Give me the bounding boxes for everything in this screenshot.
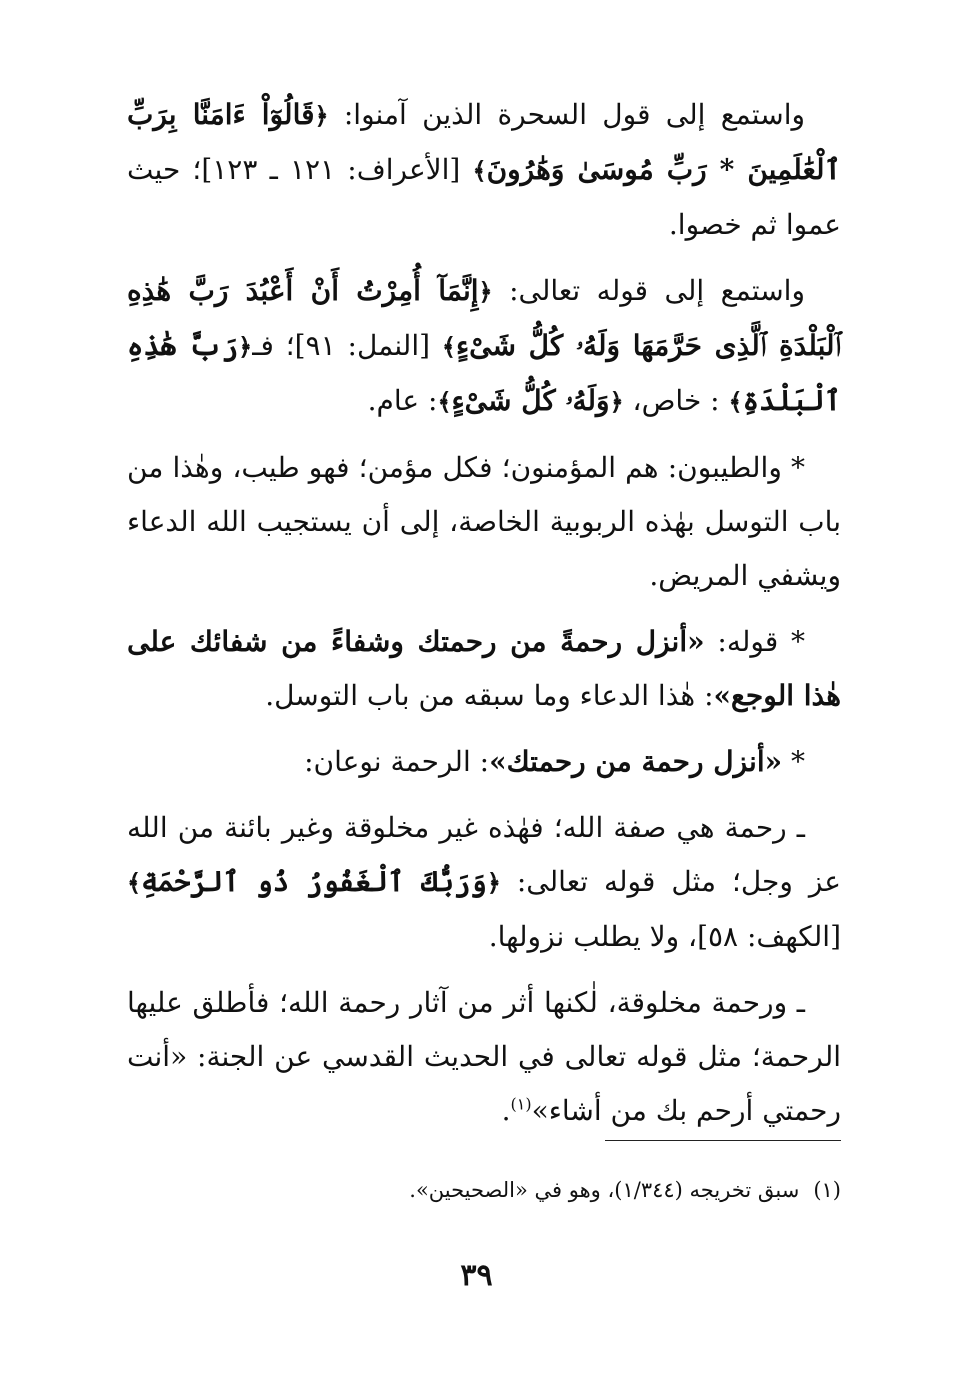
paragraph-1-intro: واستمع إلى قول السحرة الذين آمنوا:: [343, 98, 805, 131]
ayah-open-ornament: ﴿: [486, 868, 501, 897]
footnote-divider: [605, 1140, 841, 1141]
paragraph-5-star: *: [791, 745, 805, 778]
paragraph-2-middle: : خاص،: [632, 384, 720, 417]
paragraph-7: [127, 976, 841, 1138]
ayah-open-ornament: ﴿: [314, 101, 329, 130]
paragraph-6-reference: [الكهف: ٥٨]، ولا يطلب نزولها.: [488, 920, 841, 953]
footnote-text: سبق تخريجه (١/٣٤٤)، وهو في «الصحيحين».: [409, 1178, 800, 1202]
paragraph-2-reference: [النمل: ٩١]؛ فـ: [252, 329, 431, 362]
ayah-quote: وَلَهُۥ كُلُّ شَىْءٍ: [451, 384, 610, 417]
hadith-quote: «أنزل رحمة من رحمتك»: [489, 745, 783, 778]
paragraph-2-intro: واستمع إلى قوله تعالى:: [509, 274, 805, 307]
ayah-quote: قَالُوٓاْ ءَامَنَّا بِرَبِّ ٱلْعَٰلَمِينَ * رَبِّ مُوسَىٰ وَهَٰرُونَ: [127, 98, 841, 186]
footnote: [127, 1174, 841, 1206]
paragraph-6: [127, 801, 841, 964]
hadith-quote: «أنزل رحمةً من رحمتك وشفاءً من شفائك على هٰذا الوجع»: [127, 625, 841, 712]
ayah-close-ornament: ﴾: [437, 387, 452, 416]
paragraph-4: [127, 615, 841, 723]
ayah-open-ornament: ﴿: [478, 277, 493, 306]
paragraph-3-text: * والطيبون: هم المؤمنون؛ فكل مؤمن؛ فهو طيب، وهٰذا من باب التوسل بهٰذه الربوبية الخاصة، إلى أن يستجيب الله الدعاء ويشفي المريض.: [127, 451, 841, 592]
paragraph-3: [127, 441, 841, 603]
paragraph-4-text: : هٰذا الدعاء وما سبقه من باب التوسل.: [265, 679, 714, 712]
ayah-open-ornament: ﴿: [609, 387, 624, 416]
ayah-close-ornament: ﴾: [127, 868, 142, 897]
ayah-close-ornament: ﴾: [472, 156, 487, 185]
paragraph-2-end: : عام.: [367, 384, 438, 417]
footnote-reference[interactable]: (١): [510, 1094, 532, 1114]
paragraph-6-intro: ـ رحمة هي صفة الله؛ فهٰذه غير مخلوقة وغير بائنة من الله عز وجل؛ مثل قوله تعالى:: [127, 811, 841, 898]
paragraph-5: [127, 735, 841, 789]
paragraph-4-star: * قوله:: [717, 625, 806, 658]
ayah-quote: إِنَّمَآ أُمِرْتُ أَنْ أَعْبُدَ رَبَّ هَٰذِهِ ٱلْبَلْدَةِ ٱلَّذِى حَرَّمَهَا وَلَهُۥ كُلُّ شَىْءٍ: [127, 274, 841, 362]
paragraph-7-text: ـ ورحمة مخلوقة، لٰكنها أثر من آثار رحمة الله؛ فأطلق عليها الرحمة؛ مثل قوله تعالى في الحديث القدسي عن الجنة: «أنت رحمتي أرحم بك من أشاء»: [127, 986, 841, 1127]
paragraph-2: [127, 264, 841, 429]
paragraph-1: [127, 88, 841, 252]
paragraph-7-end: .: [501, 1094, 511, 1127]
paragraph-1-reference: [الأعراف: ١٢١ ـ ١٢٣]؛ حيث عموا ثم خصوا.: [127, 153, 841, 241]
footnote-number: (١): [813, 1178, 841, 1202]
ayah-quote: وَرَبُّكَ ٱلْغَفُورُ ذُو ٱلرَّحْمَةِ: [141, 865, 487, 898]
ayah-close-ornament: ﴾: [441, 332, 456, 361]
paragraph-5-text: : الرحمة نوعان:: [304, 745, 490, 778]
page-number: ٣٩: [460, 1258, 493, 1293]
ayah-open-ornament: ﴿: [238, 332, 253, 361]
ayah-close-ornament: ﴾: [728, 387, 743, 416]
ayah-quote: رَبَّ هَٰذِهِ ٱلْبَلْدَةِ: [127, 329, 841, 417]
